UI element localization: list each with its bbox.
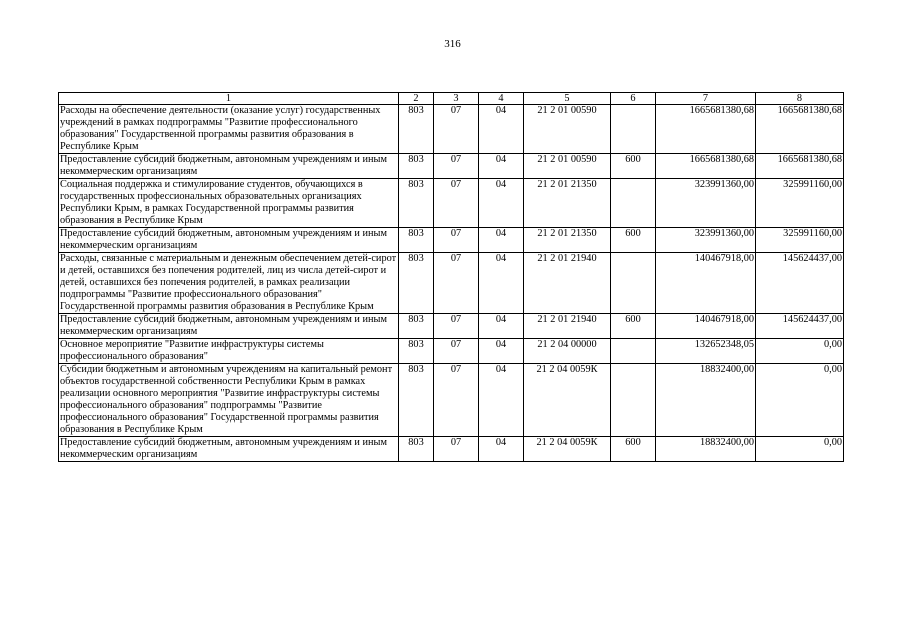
row-description: Основное мероприятие "Развитие инфраструктуры системы профессионального образования" xyxy=(59,339,399,364)
column-header: 8 xyxy=(756,93,844,105)
row-description: Субсидии бюджетным и автономным учреждениям на капитальный ремонт объектов государственной собственности Республики Крым в рамках реализации основного мероприятия "Развитие инфраструктуры системы профессионального образования" подпрограммы "Развитие профессионального образования" Государственной программы развития образования в Республике Крым xyxy=(59,364,399,437)
row-target-code: 21 2 01 21940 xyxy=(524,314,611,339)
row-section-code: 07 xyxy=(434,154,479,179)
row-ministry-code: 803 xyxy=(399,314,434,339)
row-expense-type xyxy=(611,339,656,364)
row-section-code: 07 xyxy=(434,364,479,437)
row-section-code: 07 xyxy=(434,105,479,154)
row-expense-type: 600 xyxy=(611,314,656,339)
row-amount-col7: 1665681380,68 xyxy=(656,105,756,154)
row-section-code: 07 xyxy=(434,339,479,364)
row-expense-type: 600 xyxy=(611,154,656,179)
table-row xyxy=(59,253,844,314)
row-amount-col7: 140467918,00 xyxy=(656,314,756,339)
row-ministry-code: 803 xyxy=(399,179,434,228)
row-subsection-code: 04 xyxy=(479,437,524,462)
row-subsection-code: 04 xyxy=(479,339,524,364)
row-amount-col8: 0,00 xyxy=(756,339,844,364)
row-target-code: 21 2 01 21350 xyxy=(524,228,611,253)
row-expense-type xyxy=(611,179,656,228)
row-amount-col7: 1665681380,68 xyxy=(656,154,756,179)
row-amount-col8: 1665681380,68 xyxy=(756,105,844,154)
row-section-code: 07 xyxy=(434,253,479,314)
column-header: 5 xyxy=(524,93,611,105)
row-ministry-code: 803 xyxy=(399,105,434,154)
row-ministry-code: 803 xyxy=(399,339,434,364)
row-expense-type: 600 xyxy=(611,437,656,462)
row-amount-col7: 132652348,05 xyxy=(656,339,756,364)
row-amount-col7: 323991360,00 xyxy=(656,179,756,228)
row-section-code: 07 xyxy=(434,179,479,228)
row-amount-col8: 0,00 xyxy=(756,437,844,462)
row-ministry-code: 803 xyxy=(399,364,434,437)
row-target-code: 21 2 01 21350 xyxy=(524,179,611,228)
row-amount-col8: 325991160,00 xyxy=(756,228,844,253)
row-description: Социальная поддержка и стимулирование студентов, обучающихся в государственных профессиональных образовательных организациях Республики Крым, в рамках Государственной программы развития образования в Республике Крым xyxy=(59,179,399,228)
column-header: 4 xyxy=(479,93,524,105)
row-amount-col7: 323991360,00 xyxy=(656,228,756,253)
row-target-code: 21 2 01 00590 xyxy=(524,154,611,179)
table-row xyxy=(59,228,844,253)
row-description: Предоставление субсидий бюджетным, автономным учреждениям и иным некоммерческим организациям xyxy=(59,228,399,253)
budget-table xyxy=(58,92,844,462)
row-subsection-code: 04 xyxy=(479,105,524,154)
row-description: Предоставление субсидий бюджетным, автономным учреждениям и иным некоммерческим организациям xyxy=(59,154,399,179)
row-subsection-code: 04 xyxy=(479,364,524,437)
row-subsection-code: 04 xyxy=(479,253,524,314)
row-amount-col7: 18832400,00 xyxy=(656,364,756,437)
row-amount-col8: 145624437,00 xyxy=(756,253,844,314)
row-section-code: 07 xyxy=(434,314,479,339)
row-description: Расходы на обеспечение деятельности (оказание услуг) государственных учреждений в рамках подпрограммы "Развитие профессионального образования" Государственной программы развития образования в Республике Крым xyxy=(59,105,399,154)
page-number: 316 xyxy=(444,38,461,50)
row-target-code: 21 2 04 0059К xyxy=(524,364,611,437)
row-subsection-code: 04 xyxy=(479,314,524,339)
row-description: Предоставление субсидий бюджетным, автономным учреждениям и иным некоммерческим организациям xyxy=(59,437,399,462)
row-expense-type: 600 xyxy=(611,228,656,253)
row-target-code: 21 2 01 21940 xyxy=(524,253,611,314)
row-target-code: 21 2 04 00000 xyxy=(524,339,611,364)
row-amount-col8: 1665681380,68 xyxy=(756,154,844,179)
row-ministry-code: 803 xyxy=(399,154,434,179)
row-ministry-code: 803 xyxy=(399,437,434,462)
table-row xyxy=(59,179,844,228)
row-amount-col8: 145624437,00 xyxy=(756,314,844,339)
table-row xyxy=(59,339,844,364)
table-row xyxy=(59,105,844,154)
row-ministry-code: 803 xyxy=(399,228,434,253)
column-header: 1 xyxy=(59,93,399,105)
row-expense-type xyxy=(611,364,656,437)
row-section-code: 07 xyxy=(434,437,479,462)
row-description: Предоставление субсидий бюджетным, автономным учреждениям и иным некоммерческим организациям xyxy=(59,314,399,339)
table-row xyxy=(59,314,844,339)
row-expense-type xyxy=(611,105,656,154)
row-target-code: 21 2 04 0059К xyxy=(524,437,611,462)
column-header: 2 xyxy=(399,93,434,105)
header-row xyxy=(59,93,844,105)
row-amount-col8: 325991160,00 xyxy=(756,179,844,228)
row-expense-type xyxy=(611,253,656,314)
row-section-code: 07 xyxy=(434,228,479,253)
table-row xyxy=(59,154,844,179)
column-header: 6 xyxy=(611,93,656,105)
row-ministry-code: 803 xyxy=(399,253,434,314)
table-row xyxy=(59,437,844,462)
column-header: 3 xyxy=(434,93,479,105)
row-subsection-code: 04 xyxy=(479,228,524,253)
row-amount-col8: 0,00 xyxy=(756,364,844,437)
table-row xyxy=(59,364,844,437)
row-amount-col7: 18832400,00 xyxy=(656,437,756,462)
row-subsection-code: 04 xyxy=(479,154,524,179)
row-target-code: 21 2 01 00590 xyxy=(524,105,611,154)
column-header: 7 xyxy=(656,93,756,105)
row-amount-col7: 140467918,00 xyxy=(656,253,756,314)
row-subsection-code: 04 xyxy=(479,179,524,228)
row-description: Расходы, связанные с материальным и денежным обеспечением детей-сирот и детей, оставшихся без попечения родителей, лиц из числа детей-сирот и детей, оставшихся без попечения родителей, в рамках реализации подпрограммы "Развитие профессионального образования" Государственной программы развития образования в Республике Крым xyxy=(59,253,399,314)
